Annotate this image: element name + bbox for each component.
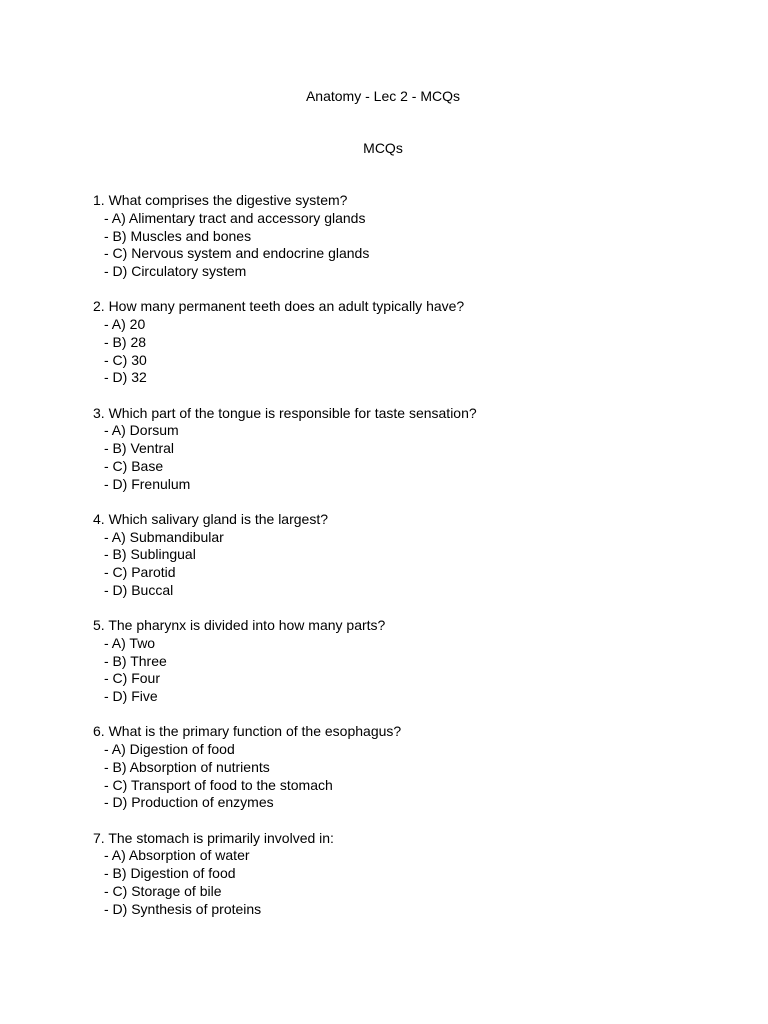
question-block	[93, 617, 713, 706]
answer-option: - D) 32	[104, 369, 147, 386]
answer-option: - B) 28	[104, 333, 147, 350]
question-block	[93, 192, 713, 281]
answer-option: - C) 30	[104, 351, 147, 368]
question-text: 3. Which part of the tongue is responsible for taste sensation?	[93, 404, 477, 421]
answer-option: - D) Circulatory system	[104, 263, 247, 279]
answer-option: - D) Buccal	[104, 581, 174, 598]
question-block	[93, 298, 713, 387]
document-title: Anatomy - Lec 2 - MCQs	[305, 88, 461, 104]
answer-option: - A) Absorption of water	[104, 847, 250, 864]
answer-option: - C) Storage of bile	[104, 882, 222, 899]
answer-option: - A) Submandibular	[104, 528, 224, 545]
question-block	[93, 830, 713, 919]
answer-option: - D) Synthesis of proteins	[104, 900, 262, 917]
answer-option: - D) Production of enzymes	[104, 794, 274, 811]
question-block	[93, 723, 713, 812]
answer-option: - A) Alimentary tract and accessory glands	[104, 209, 366, 226]
question-block	[93, 511, 713, 600]
question-text: 2. How many permanent teeth does an adult typically have?	[93, 298, 465, 315]
question-list	[93, 192, 713, 936]
answer-option: - B) Digestion of food	[104, 865, 236, 881]
answer-option: - A) Two	[104, 634, 156, 651]
section-title: MCQs	[363, 140, 403, 156]
answer-option: - B) Ventral	[104, 440, 175, 456]
answer-option: - C) Parotid	[104, 564, 176, 580]
answer-option: - B) Three	[104, 652, 167, 669]
answer-option: - D) Frenulum	[104, 475, 191, 492]
question-block	[93, 405, 713, 494]
answer-option: - D) Five	[104, 688, 158, 704]
answer-option: - B) Muscles and bones	[104, 227, 252, 244]
answer-option: - B) Absorption of nutrients	[104, 758, 270, 775]
answer-option: - C) Four	[104, 670, 160, 687]
answer-option: - A) Digestion of food	[104, 741, 235, 757]
question-text: 1. What comprises the digestive system?	[93, 192, 348, 208]
answer-option: - A) Dorsum	[104, 422, 179, 439]
answer-option: - B) Sublingual	[104, 546, 196, 563]
question-text: 6. What is the primary function of the esophagus?	[93, 723, 402, 740]
answer-option: - C) Base	[104, 457, 164, 474]
answer-option: - C) Nervous system and endocrine glands	[104, 245, 370, 262]
question-text: 7. The stomach is primarily involved in:	[93, 829, 334, 846]
question-text: 4. Which salivary gland is the largest?	[93, 510, 328, 527]
answer-option: - C) Transport of food to the stomach	[104, 776, 333, 793]
question-text: 5. The pharynx is divided into how many parts?	[93, 617, 386, 633]
answer-option: - A) 20	[104, 316, 146, 332]
